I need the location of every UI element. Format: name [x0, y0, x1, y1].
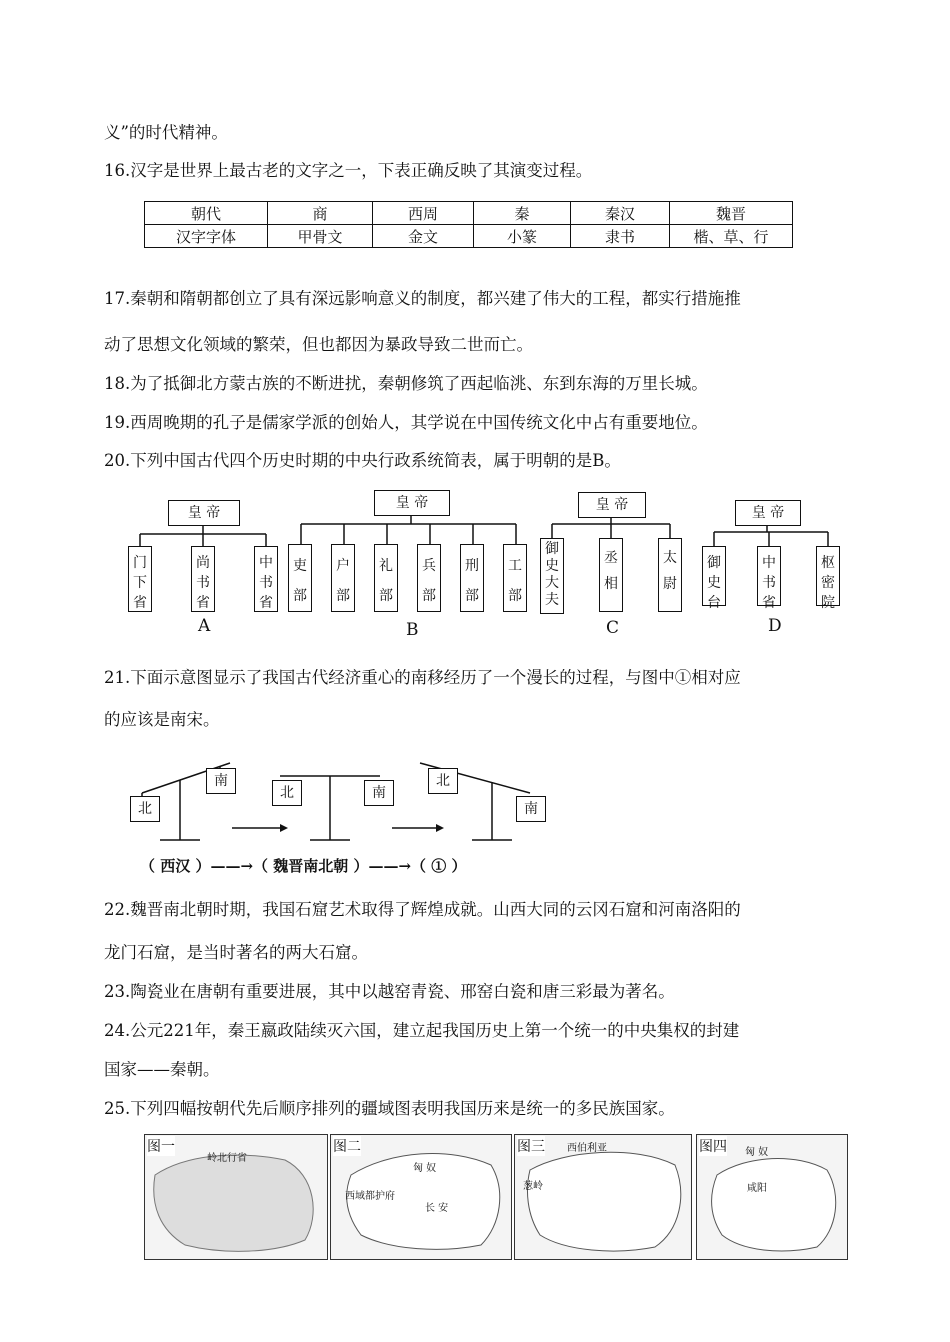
territory-map-3 [514, 1134, 692, 1260]
map-title: 图二 [333, 1136, 361, 1156]
emperor-box: 皇 帝 [735, 500, 801, 526]
question-21-line2: 的应该是南宋。 [104, 710, 220, 729]
map-label: 岭北行省 [207, 1153, 247, 1164]
map-label: 咸阳 [747, 1183, 767, 1194]
territory-map-1 [144, 1134, 328, 1260]
table-cell: 隶书 [571, 225, 670, 248]
table-cell: 秦 [474, 202, 571, 225]
question-19: 19.西周晚期的孔子是儒家学派的创始人，其学说在中国传统文化中占有重要地位。 [104, 413, 708, 432]
economic-center-scales-diagram [120, 758, 540, 848]
north-box: 北 [130, 796, 160, 822]
org-dept-box: 太尉 [658, 538, 682, 612]
table-cell: 秦汉 [571, 202, 670, 225]
map-label: 匈 奴 [745, 1147, 769, 1158]
table-cell: 西周 [373, 202, 474, 225]
org-dept-box: 门下省 [128, 546, 152, 612]
question-17-line1: 17.秦朝和隋朝都创立了具有深远影响意义的制度，都兴建了伟大的工程，都实行措施推 [104, 289, 741, 308]
map-label: 匈 奴 [413, 1163, 437, 1174]
map-label: 西域都护府 [345, 1191, 395, 1202]
org-label: D [768, 616, 782, 636]
territory-map-2 [330, 1134, 512, 1260]
org-dept-box: 工部 [503, 544, 527, 612]
north-box: 北 [428, 768, 458, 794]
table-cell: 商 [268, 202, 373, 225]
map-label: 西伯利亚 [567, 1143, 607, 1154]
org-chart-b [286, 488, 536, 638]
territory-map-4 [696, 1134, 848, 1260]
org-dept-box: 刑部 [460, 544, 484, 612]
org-dept-box: 中书省 [254, 546, 278, 612]
question-25: 25.下列四幅按朝代先后顺序排列的疆域图表明我国历来是统一的多民族国家。 [104, 1099, 675, 1118]
question-17-line2: 动了思想文化领域的繁荣，但也都因为暴政导致二世而亡。 [104, 335, 533, 354]
question-21-line1: 21.下面示意图显示了我国古代经济重心的南移经历了一个漫长的过程，与图中①相对应 [104, 668, 741, 687]
table-cell: 魏晋 [670, 202, 793, 225]
south-box: 南 [364, 780, 394, 806]
org-dept-box: 御史台 [702, 546, 726, 606]
emperor-box: 皇 帝 [578, 492, 646, 518]
question-20: 20.下列中国古代四个历史时期的中央行政系统简表，属于明朝的是B。 [104, 451, 621, 470]
table-cell: 金文 [373, 225, 474, 248]
org-label: B [406, 620, 419, 640]
question-24-line2: 国家——秦朝。 [104, 1060, 220, 1079]
text-line: 义”的时代精神。 [104, 123, 228, 142]
map-title: 图三 [517, 1136, 545, 1156]
org-chart-a [120, 488, 290, 638]
org-dept-box: 礼部 [374, 544, 398, 612]
table-cell: 朝代 [145, 202, 268, 225]
question-24-line1: 24.公元221年，秦王嬴政陆续灭六国，建立起我国历史上第一个统一的中央集权的封建 [104, 1021, 740, 1040]
org-chart-c [538, 488, 698, 638]
org-dept-box: 尚书省 [191, 546, 215, 612]
question-16: 16.汉字是世界上最古老的文字之一，下表正确反映了其演变过程。 [104, 161, 593, 180]
map-title: 图四 [699, 1136, 727, 1156]
question-22-line1: 22.魏晋南北朝时期，我国石窟艺术取得了辉煌成就。山西大同的云冈石窟和河南洛阳的 [104, 900, 741, 919]
question-23: 23.陶瓷业在唐朝有重要进展，其中以越窑青瓷、邢窑白瓷和唐三彩最为著名。 [104, 982, 675, 1001]
map-label: 葱岭 [523, 1181, 543, 1192]
table-cell: 汉字字体 [145, 225, 268, 248]
org-dept-box: 兵部 [417, 544, 441, 612]
south-box: 南 [516, 796, 546, 822]
script-evolution-table [144, 201, 793, 248]
map-title: 图一 [147, 1136, 175, 1156]
table-cell: 楷、草、行 [670, 225, 793, 248]
org-label: A [198, 616, 211, 636]
org-dept-box: 御史大夫 [540, 538, 564, 614]
org-dept-box: 枢密院 [816, 546, 840, 606]
table-cell: 小篆 [474, 225, 571, 248]
question-18: 18.为了抵御北方蒙古族的不断进扰，秦朝修筑了西起临洮、东到东海的万里长城。 [104, 374, 708, 393]
emperor-box: 皇 帝 [168, 500, 240, 526]
org-dept-box: 户部 [331, 544, 355, 612]
org-dept-box: 中书省 [757, 546, 781, 606]
question-22-line2: 龙门石窟，是当时著名的两大石窟。 [104, 943, 368, 962]
table-cell: 甲骨文 [268, 225, 373, 248]
map-label: 长 安 [425, 1203, 449, 1214]
org-chart-d [700, 488, 860, 638]
south-box: 南 [206, 768, 236, 794]
org-dept-box: 吏部 [288, 544, 312, 612]
org-label: C [606, 618, 620, 638]
emperor-box: 皇 帝 [374, 490, 450, 516]
scale-caption: （ 西汉 ）——→（ 魏晋南北朝 ）——→（ ① ） [140, 857, 467, 875]
org-dept-box: 丞相 [599, 538, 623, 612]
north-box: 北 [272, 780, 302, 806]
